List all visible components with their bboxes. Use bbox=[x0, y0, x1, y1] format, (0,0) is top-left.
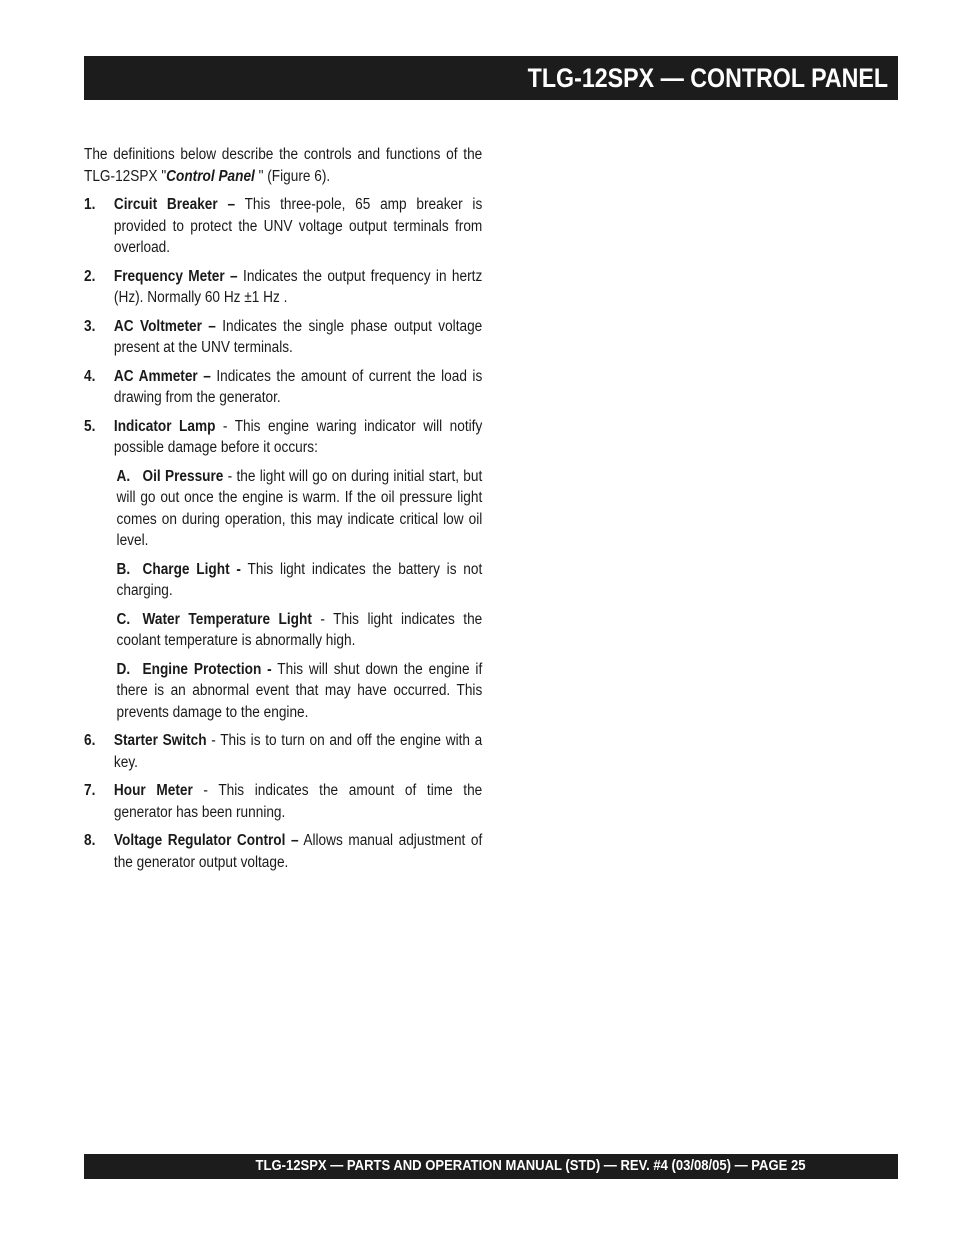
intro-text-end: " (Figure 6). bbox=[254, 167, 331, 185]
list-item bbox=[84, 730, 482, 773]
item-number: 3. bbox=[84, 317, 96, 335]
sub-item-term: Water Temperature Light bbox=[142, 610, 312, 628]
sub-item-letter: B. bbox=[116, 560, 131, 578]
item-text: Indicates the output frequency in hertz (Hz). Normally 60 Hz ±1 Hz . bbox=[113, 267, 483, 306]
sub-item-letter: C. bbox=[116, 610, 131, 628]
list-item bbox=[84, 416, 482, 459]
item-term: Frequency Meter – bbox=[113, 267, 238, 285]
item-text: - This is to turn on and off the engine with a key. bbox=[113, 732, 483, 771]
sub-list-item bbox=[84, 659, 482, 724]
sub-item-term: Oil Pressure bbox=[142, 467, 224, 485]
intro-paragraph bbox=[84, 144, 482, 187]
item-term: Voltage Regulator Control – bbox=[113, 832, 299, 849]
item-term: Indicator Lamp bbox=[113, 417, 216, 435]
intro-text: The definitions below describe the controls and functions of the TLG-12SPX " bbox=[84, 146, 483, 185]
definitions-column bbox=[84, 144, 481, 880]
item-term: Circuit Breaker – bbox=[113, 196, 236, 213]
item-text: Indicates the single phase output voltage present at the UNV terminals. bbox=[113, 317, 483, 356]
intro-emphasis: Control Panel bbox=[166, 167, 255, 185]
page-footer-bar bbox=[84, 1154, 898, 1179]
sub-list-item bbox=[84, 559, 482, 602]
item-term: Hour Meter bbox=[113, 782, 193, 799]
sub-list-item bbox=[84, 609, 482, 652]
page-title: TLG-12SPX — CONTROL PANEL bbox=[527, 63, 888, 93]
item-number: 5. bbox=[84, 417, 96, 435]
page-header-bar bbox=[84, 56, 898, 100]
item-number: 7. bbox=[84, 782, 96, 799]
list-item bbox=[84, 266, 482, 309]
item-term: Starter Switch bbox=[113, 732, 207, 749]
sub-item-text: This light indicates the battery is not charging. bbox=[116, 560, 483, 599]
sub-item-letter: D. bbox=[116, 660, 131, 678]
footer-text: TLG-12SPX — PARTS AND OPERATION MANUAL (STD) — REV. #4 (03/08/05) — PAGE 25 bbox=[256, 1158, 806, 1174]
list-item bbox=[84, 316, 482, 359]
sub-item-term: Charge Light - bbox=[142, 560, 241, 578]
list-item bbox=[84, 830, 482, 873]
list-item bbox=[84, 366, 482, 409]
list-item bbox=[84, 194, 482, 259]
list-item bbox=[84, 780, 482, 823]
item-text: - This engine waring indicator will notify possible damage before it occurs: bbox=[113, 417, 483, 456]
item-number: 8. bbox=[84, 832, 96, 849]
item-text: - This indicates the amount of time the generator has been running. bbox=[113, 782, 483, 821]
item-number: 4. bbox=[84, 367, 96, 385]
sub-item-text: This will shut down the engine if there is an abnormal event that may have occurred. This prevents damage to the engine. bbox=[116, 660, 483, 721]
sub-item-term: Engine Protection - bbox=[142, 660, 272, 678]
sub-item-text: - This light indicates the coolant temperature is abnormally high. bbox=[116, 610, 483, 649]
item-term: AC Ammeter – bbox=[113, 367, 211, 385]
item-term: AC Voltmeter – bbox=[113, 317, 216, 335]
item-text: This three-pole, 65 amp breaker is provided to protect the UNV voltage output terminals from overload. bbox=[113, 196, 483, 256]
item-text: Allows manual adjustment of the generator output voltage. bbox=[113, 832, 483, 871]
item-number: 2. bbox=[84, 267, 96, 285]
sub-item-letter: A. bbox=[116, 467, 131, 485]
item-number: 6. bbox=[84, 732, 96, 749]
item-number: 1. bbox=[84, 196, 96, 213]
sub-list-item bbox=[84, 466, 482, 552]
item-text: Indicates the amount of current the load is drawing from the generator. bbox=[113, 367, 483, 406]
sub-item-text: - the light will go on during initial start, but will go out once the engine is warm. If the oil pressure light comes on during operation, this may indicate critical low oil level. bbox=[116, 467, 483, 549]
